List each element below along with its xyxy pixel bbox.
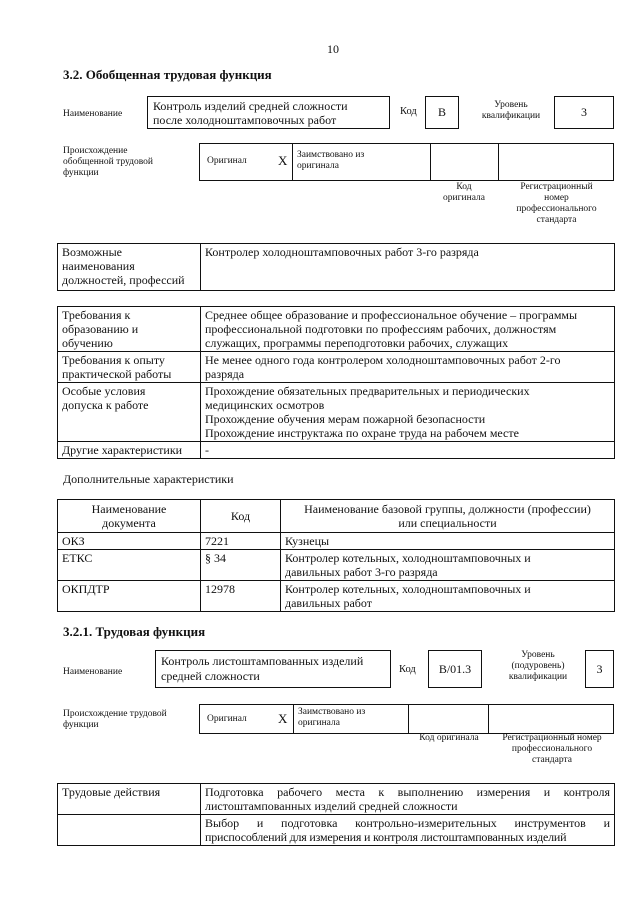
positions-label bbox=[58, 244, 201, 291]
special-conditions-value-line2: медицинских осмотров bbox=[205, 398, 325, 412]
special-conditions-value-line1: Прохождение обязательных предварительных и периодических bbox=[205, 384, 530, 398]
subsection-heading: 3.2.1. Трудовая функция bbox=[63, 624, 206, 639]
additional-table bbox=[57, 499, 615, 612]
positions-label-line3: должностей, профессий bbox=[62, 273, 185, 287]
reg-number-2-line2: профессионального bbox=[511, 744, 593, 754]
name-label: Наименование bbox=[63, 109, 123, 119]
other-characteristics-label bbox=[58, 442, 201, 459]
special-conditions-value-line3: Прохождение обучения мерам пожарной безопасности bbox=[205, 412, 486, 426]
education-value-line3: служащих, программы переподготовки рабочих, служащих bbox=[205, 336, 509, 350]
positions-label-line1: Возможные bbox=[62, 245, 122, 259]
function-name-line2: после холодноштамповочных работ bbox=[153, 113, 337, 127]
table-row bbox=[58, 815, 615, 846]
education-label-line3: обучению bbox=[62, 336, 113, 350]
level-value: 3 bbox=[581, 105, 587, 119]
table-row bbox=[58, 244, 615, 291]
origin-divider-1 bbox=[292, 144, 293, 180]
reg-number-line1: Регистрационный bbox=[520, 182, 593, 192]
code-value: B bbox=[437, 105, 446, 119]
table-row bbox=[58, 442, 615, 459]
special-conditions-label-line2: допуска к работе bbox=[62, 398, 149, 412]
function-name-box-2 bbox=[155, 650, 391, 688]
additional-heading: Дополнительные характеристики bbox=[63, 472, 234, 486]
reg-number-line3: профессионального bbox=[516, 204, 597, 214]
other-characteristics-value-line1: - bbox=[205, 443, 209, 457]
name-cell-line2: давильных работ bbox=[285, 596, 372, 610]
table-row bbox=[58, 352, 615, 383]
code-value-box-2 bbox=[428, 650, 482, 688]
original-label: Оригинал bbox=[207, 156, 247, 166]
labor-action-1-line2: листоштампованных изделий средней сложности bbox=[205, 799, 458, 813]
table-row bbox=[58, 307, 615, 352]
special-conditions-label-line1: Особые условия bbox=[62, 384, 146, 398]
code-original-line1: Код bbox=[456, 182, 472, 192]
doc-cell: ЕТКС bbox=[58, 550, 201, 581]
page-number: 10 bbox=[327, 42, 339, 56]
origin-label-2-line2: функции bbox=[63, 720, 99, 730]
borrowed-label-line1: Заимствовано из bbox=[297, 150, 365, 160]
labor-actions-label: Трудовые действия bbox=[58, 784, 201, 815]
origin-label-line3: функции bbox=[63, 168, 99, 178]
experience-value-line1: Не менее одного года контролером холодноштамповочных работ 2-го bbox=[205, 353, 561, 367]
name-cell bbox=[281, 581, 615, 612]
table-row bbox=[58, 550, 615, 581]
borrowed-label bbox=[297, 150, 364, 172]
level-value-box bbox=[554, 96, 614, 129]
special-conditions-value-line4: Прохождение инструктажа по охране труда на рабочем месте bbox=[205, 426, 519, 440]
name-label-2: Наименование bbox=[63, 667, 123, 677]
origin-box-2 bbox=[199, 704, 614, 734]
education-label bbox=[58, 307, 201, 352]
origin-box bbox=[199, 143, 614, 181]
code-label-2: Код bbox=[399, 664, 416, 675]
special-conditions-label bbox=[58, 383, 201, 442]
col-header-document bbox=[58, 500, 201, 533]
col-header-name-line1: Наименование базовой группы, должности (профессии) bbox=[304, 502, 591, 516]
origin-2-divider-3 bbox=[488, 705, 489, 733]
code-original-caption bbox=[430, 182, 498, 204]
name-cell bbox=[281, 550, 615, 581]
level-label-2-line3: квалификации bbox=[508, 672, 568, 682]
reg-number-caption-2 bbox=[490, 733, 614, 766]
origin-2-divider-1 bbox=[293, 705, 294, 733]
original-mark: X bbox=[278, 153, 288, 168]
experience-value bbox=[201, 352, 615, 383]
labor-actions-label-cont bbox=[58, 815, 201, 846]
level-label bbox=[470, 100, 552, 122]
education-label-line1: Требования к bbox=[62, 308, 131, 322]
name-cell bbox=[281, 533, 615, 550]
origin-label bbox=[63, 146, 153, 179]
requirements-table bbox=[57, 306, 615, 459]
doc-cell: ОКПДТР bbox=[58, 581, 201, 612]
labor-action-2-line1: Выбор и подготовка контрольно-измерительных инструментов и bbox=[205, 816, 610, 830]
code-cell: § 34 bbox=[201, 550, 281, 581]
borrowed-label-2-line1: Заимствовано из bbox=[298, 707, 366, 717]
code-cell: 12978 bbox=[201, 581, 281, 612]
experience-label bbox=[58, 352, 201, 383]
origin-label-line1: Происхождение bbox=[63, 146, 128, 156]
reg-number-line4: стандарта bbox=[536, 215, 577, 225]
name-cell-line2: давильных работ 3-го разряда bbox=[285, 565, 438, 579]
code-original-line2: оригинала bbox=[443, 193, 485, 203]
experience-label-line2: практической работы bbox=[62, 367, 172, 381]
col-header-document-line2: документа bbox=[102, 516, 156, 530]
positions-value: Контролер холодноштамповочных работ 3-го разряда bbox=[201, 244, 615, 291]
code-value-box bbox=[425, 96, 459, 129]
labor-action-2-line2: приспособлений для измерения и контроля листоштампованных изделий bbox=[205, 830, 567, 844]
table-row bbox=[58, 581, 615, 612]
table-row bbox=[58, 533, 615, 550]
level-label-2 bbox=[496, 650, 580, 683]
other-characteristics-label-line1: Другие характеристики bbox=[62, 443, 183, 457]
function-name-line1: Контроль изделий средней сложности bbox=[153, 99, 348, 113]
origin-2-divider-2 bbox=[408, 705, 409, 733]
labor-action-item bbox=[201, 815, 615, 846]
special-conditions-value bbox=[201, 383, 615, 442]
level-value-box-2 bbox=[585, 650, 614, 688]
level-label-line1: Уровень bbox=[494, 100, 528, 110]
col-header-code: Код bbox=[201, 500, 281, 533]
labor-actions-table bbox=[57, 783, 615, 846]
doc-cell: ОКЗ bbox=[58, 533, 201, 550]
level-label-line2: квалификации bbox=[481, 111, 541, 121]
section-heading: 3.2. Обобщенная трудовая функция bbox=[63, 67, 272, 82]
origin-label-line2: обобщенной трудовой bbox=[63, 157, 153, 167]
name-cell-line1: Кузнецы bbox=[285, 534, 330, 548]
code-value-2: B/01.3 bbox=[438, 662, 472, 676]
col-header-document-line1: Наименование bbox=[91, 502, 167, 516]
origin-label-2-line1: Происхождение трудовой bbox=[63, 709, 167, 719]
reg-number-2-line3: стандарта bbox=[532, 755, 572, 765]
name-cell-line1: Контролер котельных, холодноштамповочных и bbox=[285, 551, 531, 565]
labor-action-1-line1: Подготовка рабочего места к выполнению измерения и контроля bbox=[205, 785, 610, 799]
col-header-name bbox=[281, 500, 615, 533]
education-value-line1: Среднее общее образование и профессиональное обучение – программы bbox=[205, 308, 578, 322]
code-cell: 7221 bbox=[201, 533, 281, 550]
origin-divider-2 bbox=[430, 144, 431, 180]
origin-label-2 bbox=[63, 709, 167, 731]
reg-number-caption bbox=[499, 182, 614, 226]
reg-number-2-line1: Регистрационный номер bbox=[502, 733, 602, 743]
table-row bbox=[58, 383, 615, 442]
positions-table bbox=[57, 243, 615, 291]
col-header-name-line2: или специальности bbox=[398, 516, 497, 530]
experience-value-line2: разряда bbox=[205, 367, 245, 381]
table-header-row bbox=[58, 500, 615, 533]
reg-number-line2: номер bbox=[544, 193, 569, 203]
education-value bbox=[201, 307, 615, 352]
level-label-2-line1: Уровень bbox=[521, 650, 555, 660]
labor-action-item bbox=[201, 784, 615, 815]
original-label-2: Оригинал bbox=[207, 714, 247, 724]
level-value-2: 3 bbox=[596, 662, 603, 676]
name-cell-line1: Контролер котельных, холодноштамповочных и bbox=[285, 582, 531, 596]
positions-label-line2: наименования bbox=[62, 259, 135, 273]
borrowed-label-2-line2: оригинала bbox=[298, 718, 340, 728]
code-original-caption-2: Код оригинала bbox=[419, 733, 479, 743]
borrowed-label-line2: оригинала bbox=[297, 161, 339, 171]
other-characteristics-value bbox=[201, 442, 615, 459]
original-mark-2: X bbox=[278, 711, 288, 726]
level-label-2-line2: (подуровень) bbox=[511, 661, 565, 671]
function-name-box bbox=[147, 96, 390, 129]
table-row bbox=[58, 784, 615, 815]
function-name-2-line1: Контроль листоштампованных изделий bbox=[161, 654, 364, 668]
code-label: Код bbox=[400, 106, 417, 117]
education-label-line2: образованию и bbox=[62, 322, 139, 336]
origin-divider-3 bbox=[498, 144, 499, 180]
experience-label-line1: Требования к опыту bbox=[62, 353, 165, 367]
function-name-2-line2: средней сложности bbox=[161, 669, 260, 683]
borrowed-label-2 bbox=[298, 707, 365, 729]
education-value-line2: профессиональной подготовки по профессиям рабочих, должностям bbox=[205, 322, 557, 336]
